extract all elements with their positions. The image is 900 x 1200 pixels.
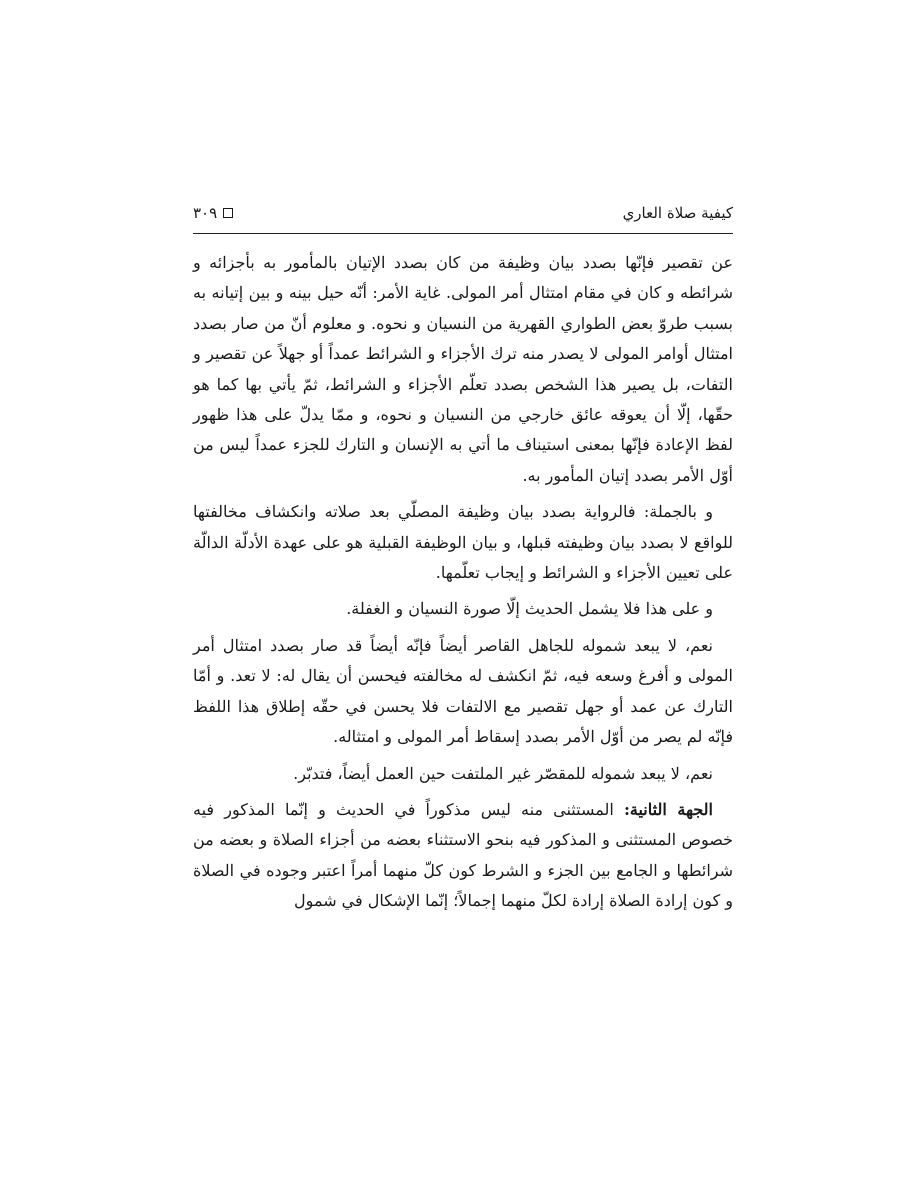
hollow-square-icon <box>223 208 233 218</box>
body-text <box>193 248 733 923</box>
page-number-group <box>193 202 233 224</box>
paragraph-3: و على هذا فلا يشمل الحديث إلّا صورة النسيان و الغفلة. <box>346 599 713 619</box>
page-number: ٣٠٩ <box>193 204 218 222</box>
paragraph-4: نعم، لا يبعد شموله للجاهل القاصر أيضاً فإنّه أيضاً قد صار بصدد امتثال أمر المولى و أفرغ وسعه فيه، ثمّ انكشف له مخالفته فيحسن أن يقال له: لا تعد. و أمّا التارك عن عمد أو جهل تقصير مع الالتفات فلا يحسن في حقّه إطلاق هذا اللفظ فإنّه لم يصر من أوّل الأمر بصدد إسقاط أمر المولى و امتثاله. <box>193 635 733 747</box>
paragraph-2: و بالجملة: فالرواية بصدد بيان وظيفة المصلّي بعد صلاته وانكشاف مخالفتها للواقع لا بصدد بيان وظيفته قبلها، و بيان الوظيفة القبلية هو على عهدة الأدلّة الدالّة على تعيين الأجزاء و الشرائط و إيجاب تعلّمها. <box>193 502 733 583</box>
paragraph-1: عن تقصير فإنّها بصدد بيان وظيفة من كان بصدد الإتيان بالمأمور به بأجزائه و شرائطه و كان في مقام امتثال أمر المولى. غاية الأمر: أنّه حيل بينه و بين إتيانه به بسبب طروّ بعض الطواري القهرية من النسيان و نحوه. و معلوم أنّ من صار بصدد امتثال أوامر المولى لا يصدر منه ترك الأجزاء و الشرائط عمداً أو جهلاً عن تقصير و التفات، بل يصير هذا الشخص بصدد تعلّم الأجزاء و الشرائط، ثمّ يأتي بها كما هو حقّها، إلّا أن يعوقه عائق خارجي من النسيان و نحوه، و ممّا يدلّ على هذا ظهور لفظ الإعادة فإنّها بمعنى استيناف ما أتي به الإنسان و التارك للجزء عمداً ليس من أوّل الأمر بصدد إتيان المأمور به. <box>193 253 734 485</box>
section-label: الجهة الثانية: <box>623 799 714 819</box>
section-text: المستثنى منه ليس مذكوراً في الحديث و إنّما المذكور فيه خصوص المستثنى و المذكور فيه بنحو الاستثناء بعضه من أجزاء الصلاة و بعضه من شرائطها و الجامع بين الجزء و الشرط كون كلّ منهما أمراً اعتبر وجوده في الصلاة و كون إرادة الصلاة إرادة لكلّ منهما إجمالاً؛ إنّما الإشكال في شمول <box>193 799 733 911</box>
running-head <box>193 202 733 228</box>
section-paragraph <box>193 795 733 917</box>
running-title: كيفية صلاة العاري <box>622 204 733 222</box>
paragraph-5: نعم، لا يبعد شموله للمقصّر غير الملتفت حين العمل أيضاً، فتدبّر. <box>293 763 713 783</box>
header-rule <box>193 233 733 234</box>
